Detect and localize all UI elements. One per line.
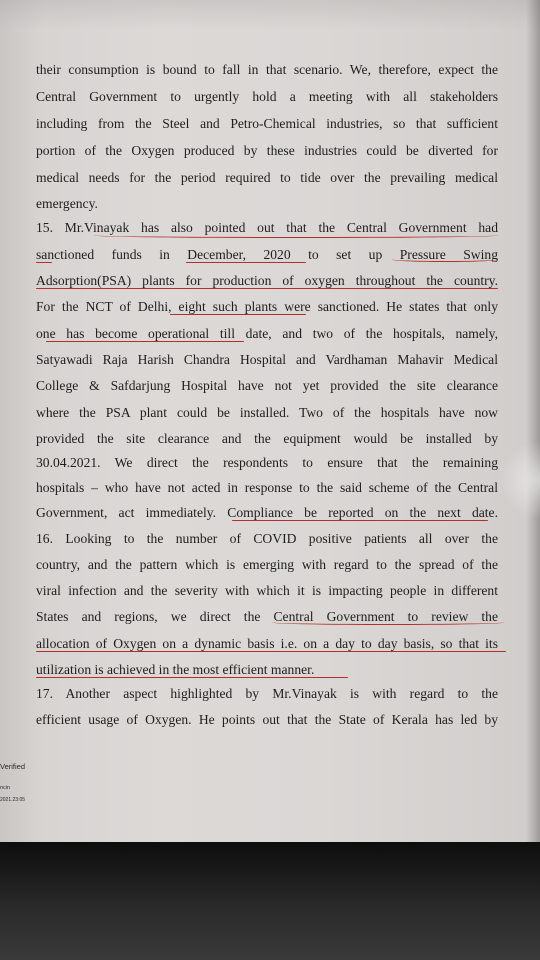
- para-17-line-2: efficient usage of Oxygen. He points out that the State of Kerala has led by: [36, 712, 498, 727]
- para-15-line-11: hospitals – who have not acted in response to the said scheme of the Central: [36, 480, 498, 495]
- pen-underline-6: [232, 520, 488, 521]
- text-line-1: their consumption is bound to fall in that scenario. We, therefore, expect the: [36, 62, 498, 77]
- pen-underline-5: [46, 341, 244, 342]
- para-15-line-7: College & Safdarjung Hospital have not yet provided the site clearance: [36, 378, 498, 393]
- para-15-line-8: where the PSA plant could be installed. Two of the hospitals have now: [36, 405, 498, 420]
- text-line-3: including from the Steel and Petro-Chemical industries, so that sufficient: [36, 116, 498, 131]
- pen-underline-8: [36, 651, 506, 652]
- pen-underline-9: [36, 677, 348, 678]
- monitor-bezel: [0, 842, 540, 960]
- para-16-line-2: country, and the pattern which is emerging with regard to the spread of the: [36, 557, 498, 572]
- para-17-line-1: 17. Another aspect highlighted by Mr.Vinayak is with regard to the: [36, 686, 498, 701]
- verified-stamp-signer: ncin: [0, 785, 11, 791]
- pen-underline-3: [36, 288, 498, 289]
- para-15-line-2: sanctioned funds in December, 2020 to set up Pressure Swing: [36, 247, 498, 262]
- page-shadow: [0, 0, 540, 30]
- para-15-line-3: Adsorption(PSA) plants for production of oxygen throughout the country.: [36, 273, 498, 288]
- para-16-line-5: allocation of Oxygen on a dynamic basis i.e. on a day to day basis, so that its: [36, 636, 498, 651]
- pen-underline-4: [170, 314, 306, 315]
- text-line-2: Central Government to urgently hold a meeting with all stakeholders: [36, 89, 498, 104]
- verified-stamp-label: Verified: [0, 762, 26, 771]
- text-line-5: medical needs for the period required to tide over the prevailing medical: [36, 170, 498, 185]
- pen-underline-2b: [186, 262, 306, 263]
- para-16-line-1: 16. Looking to the number of COVID positive patients all over the: [36, 531, 498, 546]
- para-16-line-6: utilization is achieved in the most efficient manner.: [36, 662, 315, 677]
- para-15-line-5: one has become operational till date, and two of the hospitals, namely,: [36, 326, 498, 341]
- text-line-4: portion of the Oxygen produced by these industries could be diverted for: [36, 143, 498, 158]
- page-edge-shadow: [526, 0, 540, 842]
- para-16-line-4: States and regions, we direct the Central Government to review the: [36, 609, 498, 624]
- para-15-line-9: provided the site clearance and the equipment would be installed by: [36, 431, 498, 446]
- text-line-6: emergency.: [36, 196, 98, 211]
- para-15-line-6: Satyawadi Raja Harish Chandra Hospital and Vardhaman Mahavir Medical: [36, 352, 498, 367]
- para-16-line-3: viral infection and the severity with which it is impacting people in different: [36, 583, 498, 598]
- verified-stamp-datetime: 2021.23:05: [0, 797, 26, 803]
- screen-glare: [500, 440, 540, 520]
- para-15-line-1: 15. Mr.Vinayak has also pointed out that the Central Government had: [36, 220, 498, 235]
- para-15-line-10: 30.04.2021. We direct the respondents to ensure that the remaining: [36, 455, 498, 470]
- pen-underline-2c: [392, 257, 498, 262]
- pen-underline-1: [94, 233, 498, 238]
- para-15-line-12: Government, act immediately. Compliance be reported on the next date.: [36, 505, 498, 520]
- pen-underline-7: [272, 620, 504, 625]
- pen-underline-2a: [36, 262, 52, 263]
- para-15-line-4: For the NCT of Delhi, eight such plants were sanctioned. He states that only: [36, 299, 498, 314]
